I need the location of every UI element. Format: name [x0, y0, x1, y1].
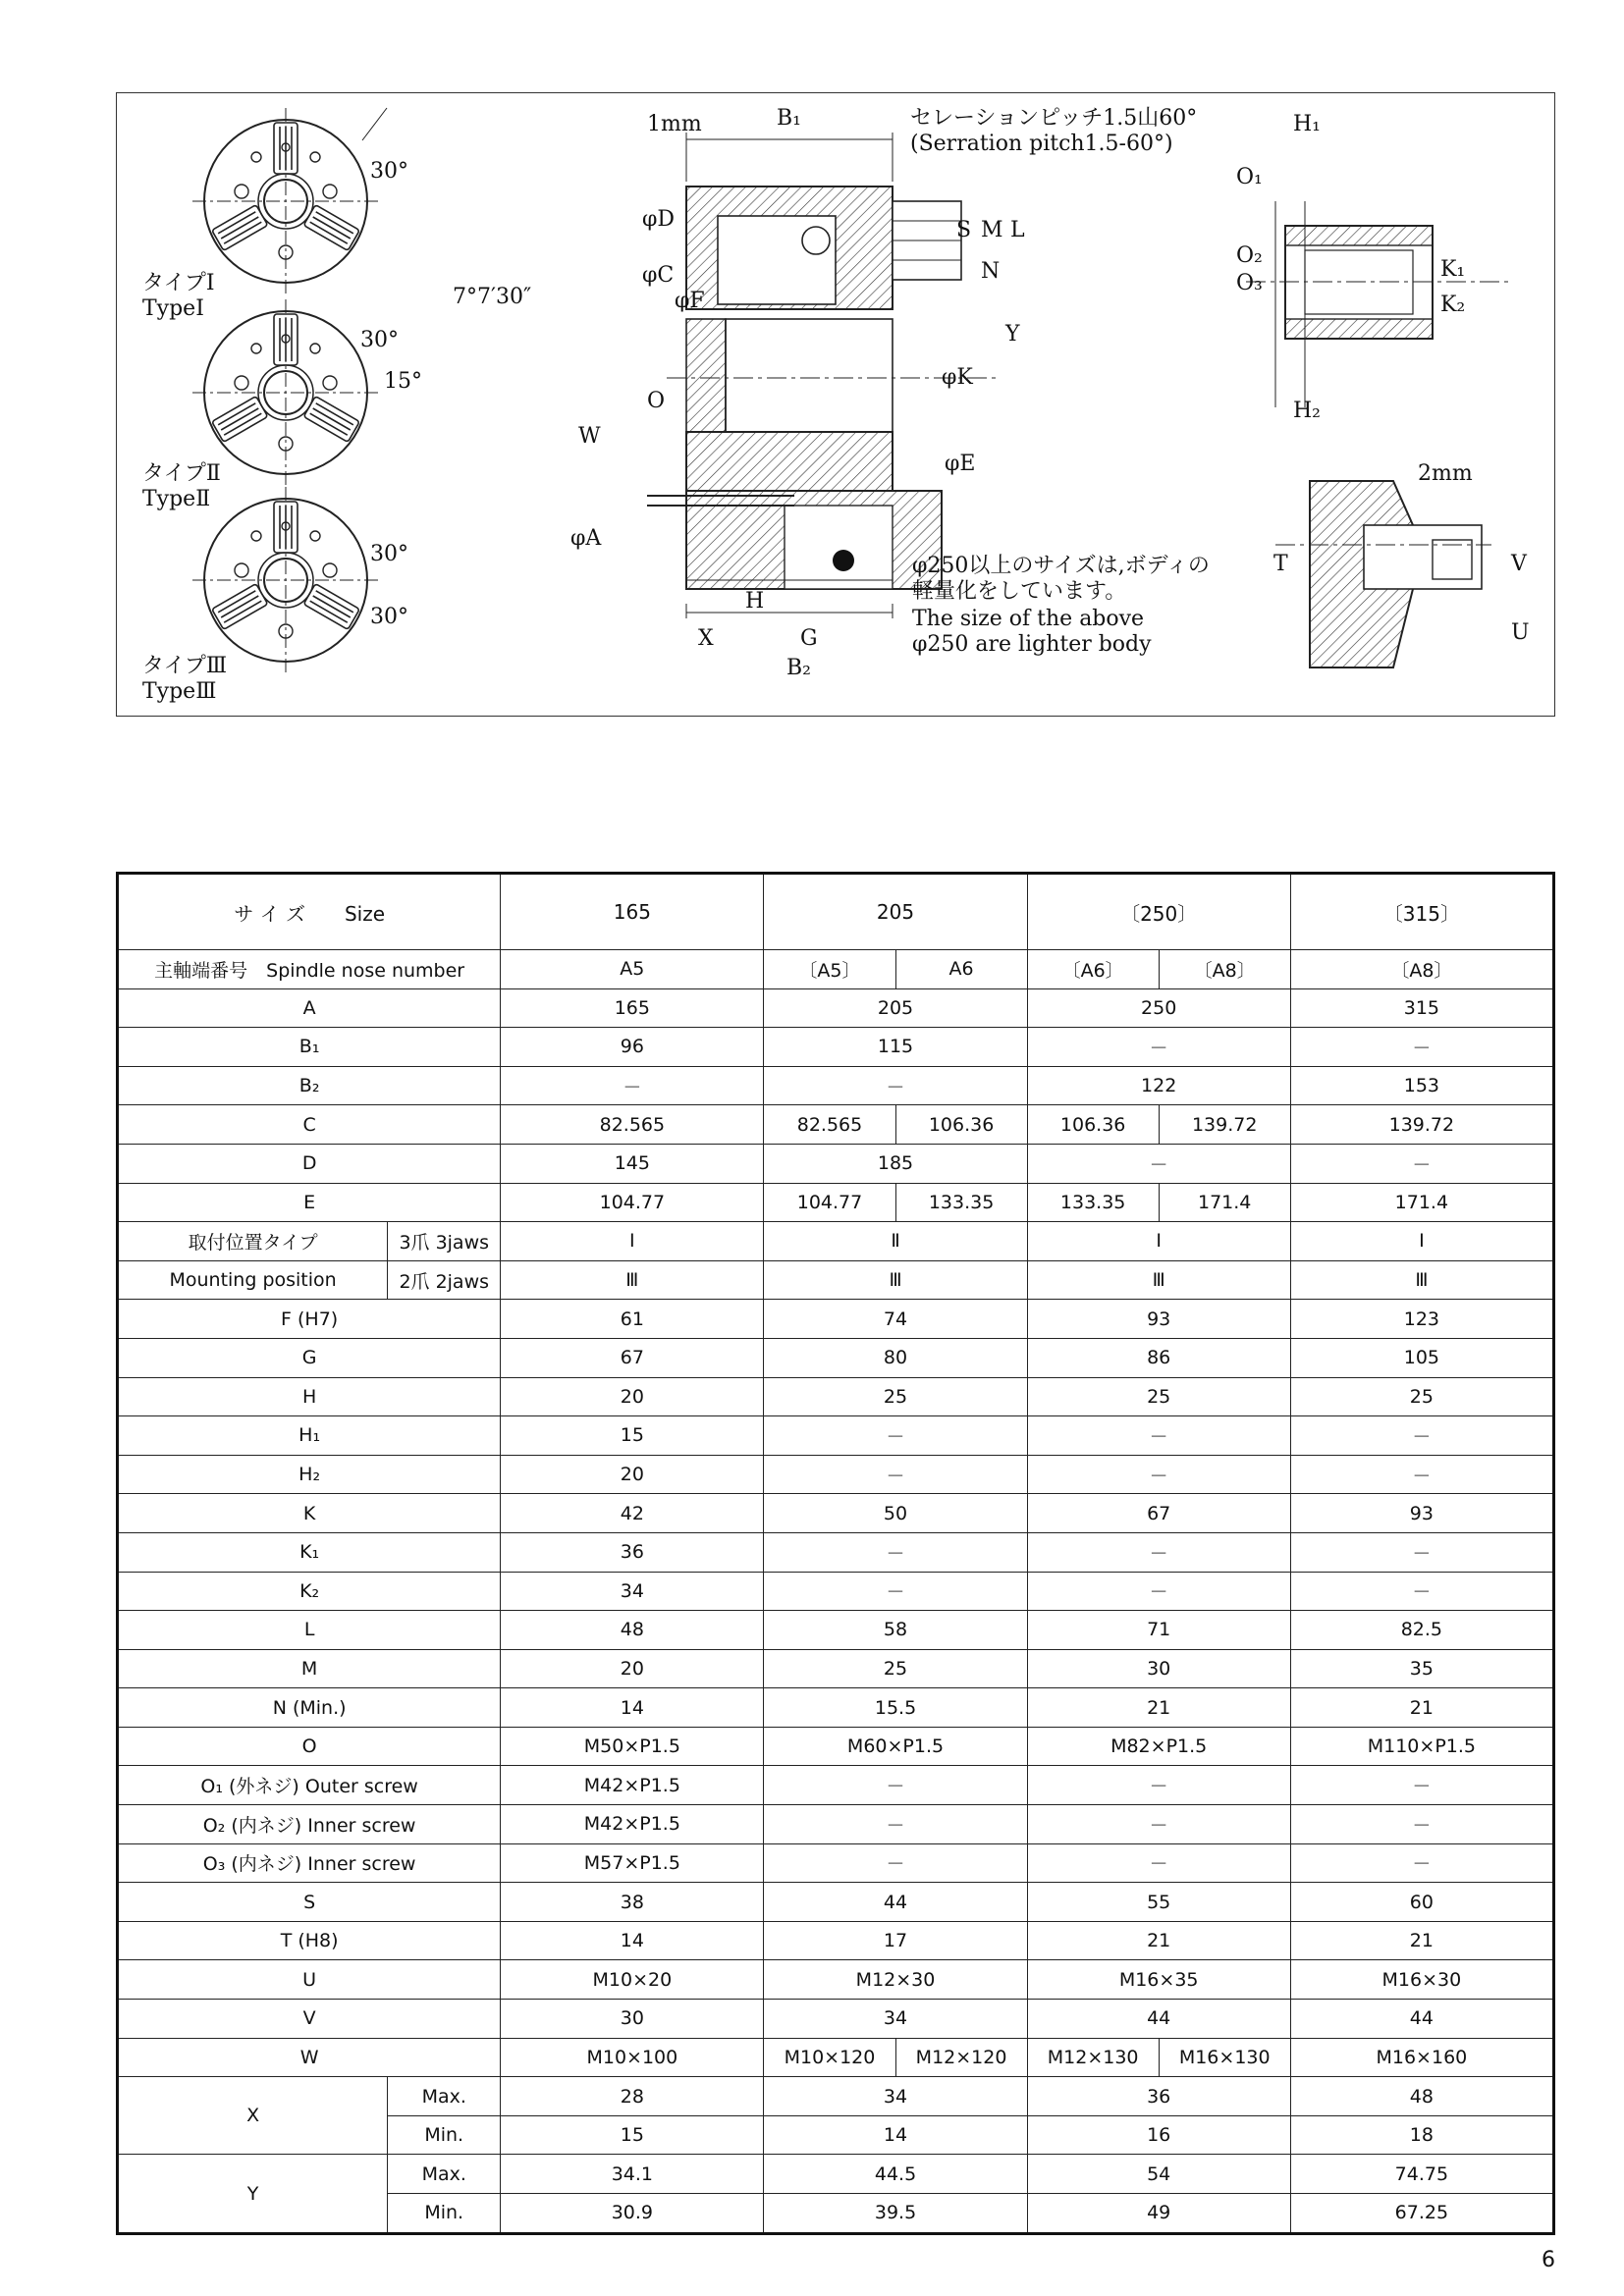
- label-l: L: [1010, 218, 1025, 242]
- cell: －: [1027, 1843, 1290, 1883]
- min-label: Min.: [388, 2115, 501, 2155]
- cell: 17: [764, 1921, 1027, 1960]
- row-label: V: [118, 2000, 501, 2039]
- cell: 139.72: [1290, 1105, 1553, 1145]
- cell: M10×120: [764, 2038, 895, 2077]
- cell: －: [1027, 1572, 1290, 1611]
- label-y: Y: [1005, 322, 1020, 347]
- label-v: V: [1511, 552, 1527, 576]
- cell: 115: [764, 1028, 1027, 1067]
- cell: 14: [764, 2115, 1027, 2155]
- cell: 14: [501, 1688, 764, 1728]
- label-h1: H₁: [1293, 112, 1322, 136]
- cell: －: [1290, 1805, 1553, 1844]
- cell: 25: [1290, 1377, 1553, 1416]
- cell: M50×P1.5: [501, 1727, 764, 1766]
- row-label: O₃ (内ネジ) Inner screw: [118, 1843, 501, 1883]
- cell: 15: [501, 1416, 764, 1456]
- cell: 93: [1027, 1300, 1290, 1339]
- cell: －: [764, 1843, 1027, 1883]
- table-row: [118, 1688, 1554, 1728]
- cell: －: [1290, 1455, 1553, 1494]
- cell: －: [1290, 1028, 1553, 1067]
- angle-label: 15°: [384, 369, 422, 394]
- cell: 58: [764, 1611, 1027, 1650]
- cell: 74.75: [1290, 2155, 1553, 2194]
- row-label: K₂: [118, 1572, 501, 1611]
- cell: M60×P1.5: [764, 1727, 1027, 1766]
- label-1mm: 1mm: [647, 112, 702, 136]
- cell: －: [1027, 1455, 1290, 1494]
- table-row: [118, 1611, 1554, 1650]
- row-label: C: [118, 1105, 501, 1145]
- cell: 250: [1027, 988, 1290, 1028]
- row-label: B₂: [118, 1066, 501, 1105]
- spindle-row: [118, 950, 1554, 989]
- row-label: K: [118, 1494, 501, 1533]
- row-label: 主軸端番号 Spindle nose number: [118, 950, 501, 989]
- table-row: [118, 1883, 1554, 1922]
- label-b1: B₁: [777, 106, 801, 131]
- cell: 61: [501, 1300, 764, 1339]
- cell: M10×100: [501, 2038, 764, 2077]
- page-number: 6: [1542, 2248, 1555, 2272]
- cell: 〔A8〕: [1159, 950, 1290, 989]
- angle-label: 30°: [370, 159, 408, 184]
- cell: 67: [501, 1338, 764, 1377]
- cell: M16×160: [1290, 2038, 1553, 2077]
- cell: 60: [1290, 1883, 1553, 1922]
- cell: M12×120: [895, 2038, 1027, 2077]
- label-phif: φF: [675, 289, 705, 313]
- cell: 34: [764, 2077, 1027, 2116]
- table-row: [118, 2038, 1554, 2077]
- label-s: S: [956, 218, 972, 242]
- type1-jp: タイプⅠ: [142, 271, 215, 295]
- cell: Ⅲ: [1027, 1260, 1290, 1300]
- table-row: [118, 1300, 1554, 1339]
- table-row: [118, 2000, 1554, 2039]
- label-h2: H₂: [1293, 399, 1322, 423]
- table-row: [118, 1260, 1554, 1300]
- row-label: W: [118, 2038, 501, 2077]
- row-label: M: [118, 1649, 501, 1688]
- row-label: H: [118, 1377, 501, 1416]
- cell: 50: [764, 1494, 1027, 1533]
- label-serration-en: (Serration pitch1.5-60°): [910, 132, 1173, 156]
- cell: 20: [501, 1377, 764, 1416]
- table-row: [118, 1766, 1554, 1805]
- cell: Ⅲ: [764, 1260, 1027, 1300]
- label-o: O: [647, 389, 666, 413]
- cell: 30: [1027, 1649, 1290, 1688]
- cell: 〔A8〕: [1290, 950, 1553, 989]
- angle-label: 30°: [360, 328, 399, 352]
- cell: 86: [1027, 1338, 1290, 1377]
- table-row: [118, 2077, 1554, 2116]
- min-label: Min.: [388, 2194, 501, 2234]
- label-n: N: [981, 259, 1001, 284]
- cell: Ⅲ: [1290, 1260, 1553, 1300]
- table-row: [118, 1377, 1554, 1416]
- cell: 15: [501, 2115, 764, 2155]
- cell: 74: [764, 1300, 1027, 1339]
- table-row: [118, 1144, 1554, 1183]
- chuck-face-type1: [192, 108, 408, 294]
- table-row: [118, 1572, 1554, 1611]
- label-k2: K₂: [1440, 293, 1466, 317]
- label-t: T: [1273, 552, 1288, 576]
- mount-label-jp: 取付位置タイプ: [118, 1222, 388, 1261]
- row-label: S: [118, 1883, 501, 1922]
- cell: Ⅰ: [501, 1222, 764, 1261]
- cell: 〔A6〕: [1027, 950, 1159, 989]
- row-label: L: [118, 1611, 501, 1650]
- cell: 145: [501, 1144, 764, 1183]
- cell: 139.72: [1159, 1105, 1290, 1145]
- mount-label-en: Mounting position: [118, 1260, 388, 1300]
- cell: 185: [764, 1144, 1027, 1183]
- drawing-svg: [117, 93, 1556, 718]
- cell: 133.35: [1027, 1183, 1159, 1222]
- cell: 54: [1027, 2155, 1290, 2194]
- table-row: [118, 1532, 1554, 1572]
- cell: 82.565: [501, 1105, 764, 1145]
- size-label: サ イ ズ Size: [118, 874, 501, 950]
- cell: 171.4: [1159, 1183, 1290, 1222]
- label-phid: φD: [642, 207, 676, 232]
- cell: －: [764, 1766, 1027, 1805]
- cell: 30.9: [501, 2194, 764, 2234]
- type3-en: TypeⅢ: [142, 679, 217, 704]
- cell: M12×130: [1027, 2038, 1159, 2077]
- header-row: [118, 874, 1554, 950]
- cell: 16: [1027, 2115, 1290, 2155]
- angle-label: 30°: [370, 605, 408, 629]
- cell: 18: [1290, 2115, 1553, 2155]
- cell: 21: [1290, 1688, 1553, 1728]
- cell: 38: [501, 1883, 764, 1922]
- cell: 104.77: [764, 1183, 895, 1222]
- row-label: G: [118, 1338, 501, 1377]
- chuck-face-type3: [192, 487, 408, 673]
- row-label: H₂: [118, 1455, 501, 1494]
- cell: 21: [1027, 1921, 1290, 1960]
- row-label: K₁: [118, 1532, 501, 1572]
- cell: 133.35: [895, 1183, 1027, 1222]
- note-en1: The size of the above: [912, 607, 1145, 631]
- cell: 105: [1290, 1338, 1553, 1377]
- table-row: [118, 1727, 1554, 1766]
- cell: －: [1027, 1416, 1290, 1456]
- cell: 82.5: [1290, 1611, 1553, 1650]
- label-h: H: [745, 589, 765, 614]
- cell: 122: [1027, 1066, 1290, 1105]
- table-row: [118, 1649, 1554, 1688]
- cell: 20: [501, 1455, 764, 1494]
- cell: M110×P1.5: [1290, 1727, 1553, 1766]
- cell: A5: [501, 950, 764, 989]
- row-label: Y: [118, 2155, 388, 2233]
- label-u: U: [1511, 620, 1530, 645]
- cell: 153: [1290, 1066, 1553, 1105]
- note-jp2: 軽量化をしています。: [912, 579, 1127, 604]
- cell: 104.77: [501, 1183, 764, 1222]
- table-row: [118, 1494, 1554, 1533]
- label-b2: B₂: [786, 656, 811, 680]
- label-phie: φE: [945, 452, 976, 476]
- size-315: 〔315〕: [1290, 874, 1553, 950]
- cell: 93: [1290, 1494, 1553, 1533]
- jaws2-label: 2爪 2jaws: [388, 1260, 501, 1300]
- row-label: D: [118, 1144, 501, 1183]
- type2-jp: タイプⅡ: [142, 461, 221, 486]
- table-row: [118, 1455, 1554, 1494]
- table-row: [118, 1183, 1554, 1222]
- row-label: H₁: [118, 1416, 501, 1456]
- table-row: [118, 1066, 1554, 1105]
- cell: M16×35: [1027, 1960, 1290, 2000]
- cell: －: [1027, 1805, 1290, 1844]
- table-row: [118, 1028, 1554, 1067]
- cell: －: [764, 1455, 1027, 1494]
- row-label: F (H7): [118, 1300, 501, 1339]
- cell: 34: [501, 1572, 764, 1611]
- size-165: 165: [501, 874, 764, 950]
- table-row: [118, 1960, 1554, 2000]
- cell: 96: [501, 1028, 764, 1067]
- type2-en: TypeⅡ: [142, 487, 211, 511]
- row-label: T (H8): [118, 1921, 501, 1960]
- cell: 36: [1027, 2077, 1290, 2116]
- cell: 30: [501, 2000, 764, 2039]
- technical-drawing: [116, 92, 1555, 717]
- cell: 165: [501, 988, 764, 1028]
- cell: M10×20: [501, 1960, 764, 2000]
- cell: －: [1027, 1766, 1290, 1805]
- label-m: M: [981, 218, 1003, 242]
- cell: －: [764, 1066, 1027, 1105]
- row-label: O: [118, 1727, 501, 1766]
- cell: 34.1: [501, 2155, 764, 2194]
- row-label: O₂ (内ネジ) Inner screw: [118, 1805, 501, 1844]
- cell: 14: [501, 1921, 764, 1960]
- cell: 〔A5〕: [764, 950, 895, 989]
- cell: M16×30: [1290, 1960, 1553, 2000]
- cell: M82×P1.5: [1027, 1727, 1290, 1766]
- table-row: [118, 1921, 1554, 1960]
- cell: A6: [895, 950, 1027, 989]
- cell: －: [1290, 1532, 1553, 1572]
- cell: 21: [1290, 1921, 1553, 1960]
- size-205: 205: [764, 874, 1027, 950]
- cell: 44: [764, 1883, 1027, 1922]
- cell: －: [501, 1066, 764, 1105]
- label-w: W: [578, 424, 601, 449]
- cell: 49: [1027, 2194, 1290, 2234]
- tslot-detail: [1275, 481, 1491, 667]
- label-serration-jp: セレーションピッチ1.5山60°: [910, 106, 1198, 131]
- cell: －: [1290, 1416, 1553, 1456]
- table-body: [118, 988, 1554, 2233]
- cell: Ⅱ: [764, 1222, 1027, 1261]
- table-row: [118, 1222, 1554, 1261]
- cell: －: [1290, 1144, 1553, 1183]
- cell: 44: [1027, 2000, 1290, 2039]
- cell: 48: [501, 1611, 764, 1650]
- note-jp1: φ250以上のサイズは,ボディの: [912, 554, 1210, 578]
- label-phic: φC: [642, 263, 675, 288]
- cell: －: [1290, 1843, 1553, 1883]
- cell: M42×P1.5: [501, 1805, 764, 1844]
- cell: 25: [1027, 1377, 1290, 1416]
- label-o1: O₁: [1236, 165, 1263, 189]
- cell: 25: [764, 1649, 1027, 1688]
- cell: 205: [764, 988, 1027, 1028]
- adapter-view: [1246, 201, 1511, 407]
- max-label: Max.: [388, 2077, 501, 2116]
- size-250: 〔250〕: [1027, 874, 1290, 950]
- max-label: Max.: [388, 2155, 501, 2194]
- cell: 55: [1027, 1883, 1290, 1922]
- cell: 25: [764, 1377, 1027, 1416]
- chuck-face-type2: [192, 299, 422, 486]
- label-phia: φA: [570, 526, 602, 551]
- note-en2: φ250 are lighter body: [912, 632, 1152, 657]
- cell: －: [1027, 1028, 1290, 1067]
- cell: －: [1290, 1766, 1553, 1805]
- row-label: U: [118, 1960, 501, 2000]
- cell: 44: [1290, 2000, 1553, 2039]
- cell: 71: [1027, 1611, 1290, 1650]
- table-row: [118, 2155, 1554, 2194]
- cell: M42×P1.5: [501, 1766, 764, 1805]
- cell: 171.4: [1290, 1183, 1553, 1222]
- cell: Ⅰ: [1027, 1222, 1290, 1261]
- cell: M57×P1.5: [501, 1843, 764, 1883]
- table-row: [118, 1843, 1554, 1883]
- cell: 20: [501, 1649, 764, 1688]
- cell: 82.565: [764, 1105, 895, 1145]
- row-label: B₁: [118, 1028, 501, 1067]
- label-2mm: 2mm: [1418, 461, 1473, 486]
- label-k1: K₁: [1440, 257, 1466, 282]
- cell: 35: [1290, 1649, 1553, 1688]
- cell: －: [764, 1572, 1027, 1611]
- cell: 80: [764, 1338, 1027, 1377]
- angle-label: 30°: [370, 542, 408, 566]
- label-phik: φK: [942, 365, 973, 390]
- table-row: [118, 1416, 1554, 1456]
- row-label: A: [118, 988, 501, 1028]
- cell: 48: [1290, 2077, 1553, 2116]
- cell: －: [1027, 1144, 1290, 1183]
- row-label: E: [118, 1183, 501, 1222]
- cell: 21: [1027, 1688, 1290, 1728]
- table-row: [118, 988, 1554, 1028]
- cell: －: [1027, 1532, 1290, 1572]
- cell: 106.36: [1027, 1105, 1159, 1145]
- cell: 42: [501, 1494, 764, 1533]
- cell: M16×130: [1159, 2038, 1290, 2077]
- cell: 36: [501, 1532, 764, 1572]
- cell: 15.5: [764, 1688, 1027, 1728]
- type3-jp: タイプⅢ: [142, 654, 228, 678]
- table-row: [118, 1105, 1554, 1145]
- cell: 39.5: [764, 2194, 1027, 2234]
- table-row: [118, 1338, 1554, 1377]
- cell: M12×30: [764, 1960, 1027, 2000]
- cell: －: [1290, 1572, 1553, 1611]
- row-label: O₁ (外ネジ) Outer screw: [118, 1766, 501, 1805]
- cell: 315: [1290, 988, 1553, 1028]
- cell: 67: [1027, 1494, 1290, 1533]
- label-g: G: [800, 626, 818, 651]
- table-row: [118, 1805, 1554, 1844]
- cell: －: [764, 1532, 1027, 1572]
- cell: 34: [764, 2000, 1027, 2039]
- jaws3-label: 3爪 3jaws: [388, 1222, 501, 1261]
- label-o2: O₂: [1236, 243, 1263, 268]
- cell: 67.25: [1290, 2194, 1553, 2234]
- cell: 123: [1290, 1300, 1553, 1339]
- cell: －: [764, 1805, 1027, 1844]
- cell: Ⅲ: [501, 1260, 764, 1300]
- spec-table: [116, 872, 1555, 2235]
- type1-en: TypeⅠ: [142, 296, 204, 321]
- cell: 44.5: [764, 2155, 1027, 2194]
- cell: －: [764, 1416, 1027, 1456]
- label-taper: 7°7′30″: [453, 285, 532, 309]
- row-label: N (Min.): [118, 1688, 501, 1728]
- cell: 28: [501, 2077, 764, 2116]
- label-x: X: [698, 626, 714, 651]
- label-o3: O₃: [1236, 271, 1263, 295]
- row-label: X: [118, 2077, 388, 2155]
- cell: Ⅰ: [1290, 1222, 1553, 1261]
- cell: 106.36: [895, 1105, 1027, 1145]
